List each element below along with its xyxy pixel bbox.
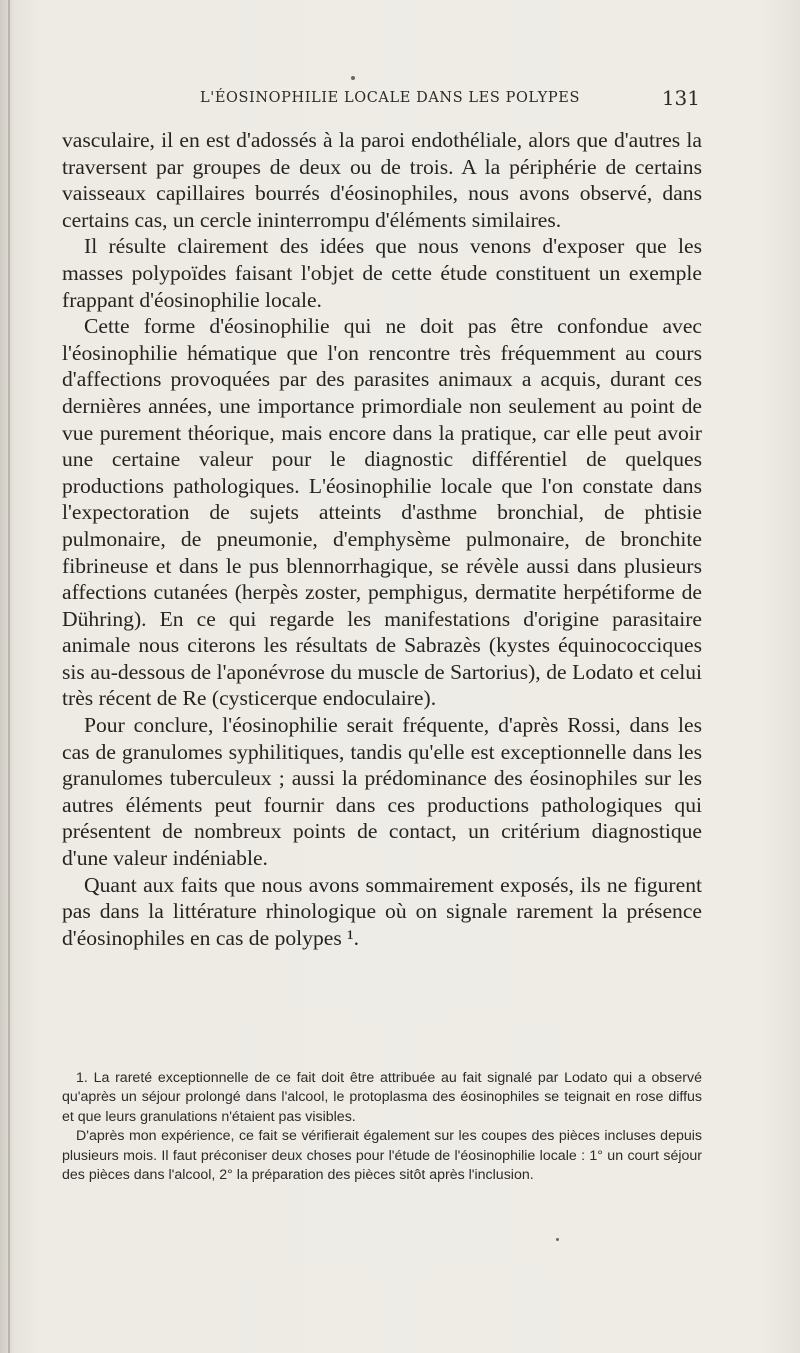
main-text [62, 127, 702, 951]
paragraph-continued: vasculaire, il en est d'adossés à la paroi endothéliale, alors que d'autres la traversent par groupes de deux ou de trois. A la périphérie de certains vaisseaux capillaires bourrés d'éosinophiles, nous avons observé, dans certains cas, un cercle ininterrompu d'éléments similaires. [62, 128, 702, 232]
print-speck [351, 76, 355, 80]
paragraph: Il résulte clairement des idées que nous venons d'exposer que les masses polypoïdes faisant l'objet de cette étude constituent un exemple frappant d'éosinophilie locale. [62, 234, 702, 312]
paragraph: Pour conclure, l'éosinophilie serait fréquente, d'après Rossi, dans les cas de granulomes syphilitiques, tandis qu'elle est exceptionnelle dans les granulomes tuberculeux ; aussi la prédominance des éosinophiles sur les autres éléments peut fournir dans ces productions pathologiques qui présentent de nombreux points de contact, un critérium diagnostique d'une valeur indéniable. [62, 713, 702, 871]
footnote: 1. La rareté exceptionnelle de ce fait doit être attribuée au fait signalé par Lodato qui a observé qu'après un séjour prolongé dans l'alcool, le protoplasma des éosinophiles se teignait en rose diffus et que leurs granulations n'étaient pas visibles. [62, 1070, 702, 1125]
footnote-continued: D'après mon expérience, ce fait se vérifierait également sur les coupes des pièces incluses depuis plusieurs mois. Il faut préconiser deux choses pour l'étude de l'éosinophilie locale : 1° un court séjour des pièces dans l'alcool, 2° la préparation des pièces sitôt après l'inclusion. [62, 1128, 702, 1184]
running-head [60, 86, 708, 116]
print-speck [556, 1238, 559, 1241]
paragraph: Quant aux faits que nous avons sommairement exposés, ils ne figurent pas dans la littérature rhinologique où on signale rarement la présence d'éosinophiles en cas de polypes ¹. [62, 872, 702, 950]
running-title: L'ÉOSINOPHILIE LOCALE DANS LES POLYPES [200, 90, 580, 106]
page-gutter-shadow [8, 0, 10, 1353]
paragraph: Cette forme d'éosinophilie qui ne doit pas être confondue avec l'éosinophilie hématique que l'on rencontre très fréquemment au cours d'affections provoquées par des parasites animaux a acquis, durant ces dernières années, une importance primordiale non seulement au point de vue purement théorique, mais encore dans la pratique, car elle peut avoir une certaine valeur pour le diagnostic différentiel de quelques productions pathologiques. L'éosinophilie locale que l'on constate dans l'expectoration de sujets atteints d'asthme bronchial, de phtisie pulmonaire, de pneumonie, d'emphysème pulmonaire, de bronchite fibrineuse et dans le pus blennorrhagique, se révèle aussi dans plusieurs affections cutanées (herpès zoster, pemphigus, dermatite herpétiforme de Dühring). En ce qui regarde les manifestations d'origine parasitaire animale nous citerons les résultats de Sabrazès (kystes équinococciques sis au-dessous de l'aponévrose du muscle de Sartorius), de Lodato et celui très récent de Re (cysticerque endoculaire). [62, 314, 702, 711]
footnotes [62, 1069, 702, 1185]
page-number: 131 [661, 86, 700, 110]
